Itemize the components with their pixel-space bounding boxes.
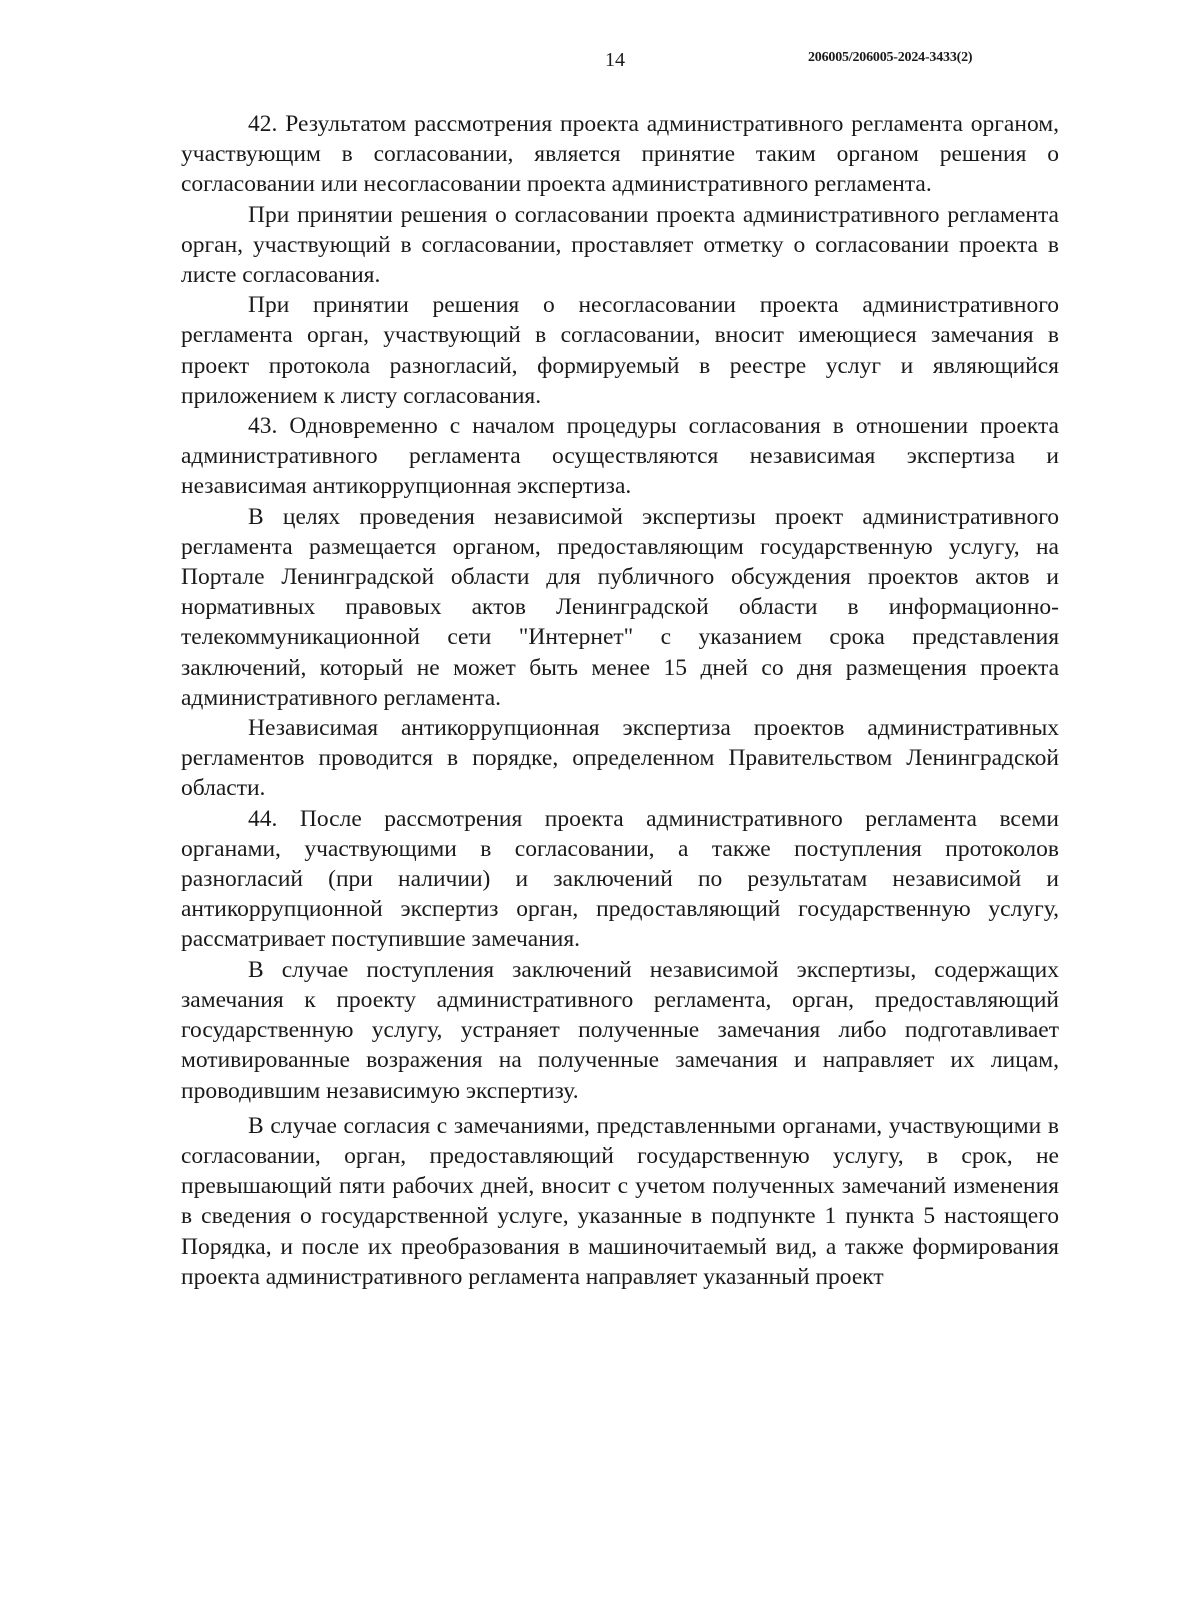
paragraph-43-expertise: 43. Одновременно с началом процедуры согласования в отношении проекта административного регламента осуществляются независимая экспертиза и независимая антикоррупционная экспертиза.	[181, 413, 1059, 500]
paragraph-44-review: 44. После рассмотрения проекта административного регламента всеми органами, участвующими в согласовании, а также поступления протоколов разногласий (при наличии) и заключений по результатам независимой и антикоррупционной экспертиз орган, предоставляющий государственную услугу, рассматривает поступившие замечания.	[181, 805, 1059, 953]
paragraph-agreement-with-remarks: В случае согласия с замечаниями, представленными органами, участвующими в согласовании, орган, предоставляющий государственную услугу, в срок, не превышающий пяти рабочих дней, вносит с учетом полученных замечаний изменения в сведения о государственной услуге, указанные в подпункте 1 пункта 5 настоящего Порядка, и после их преобразования в машиночитаемый вид, а также формирования проекта административного регламента направляет указанный проект	[181, 1112, 1059, 1290]
document-body	[181, 109, 1059, 1292]
paragraph-disagreement-protocol: При принятии решения о несогласовании проекта административного регламента орган, участвующий в согласовании, вносит имеющиеся замечания в проект протокола разногласий, формируемый в реестре услуг и являющийся приложением к листу согласования.	[181, 292, 1059, 409]
paragraph-anticorruption-expertise: Независимая антикоррупционная экспертиза проектов административных регламентов проводится в порядке, определенном Правительством Ленинградской области.	[181, 715, 1059, 802]
paragraph-independent-expertise-portal: В целях проведения независимой экспертизы проект административного регламента размещается органом, предоставляющим государственную услугу, на Портале Ленинградской области для публичного обсуждения проектов актов и нормативных правовых актов Ленинградской области в информационно-телекоммуникационной сети "Интернет" с указанием срока представления заключений, который не может быть менее 15 дней со дня размещения проекта административного регламента.	[181, 503, 1059, 711]
document-reference-number: 206005/206005-2024-3433(2)	[808, 50, 973, 65]
paragraph-42-result: 42. Результатом рассмотрения проекта административного регламента органом, участвующим в согласовании, является принятие таким органом решения о согласовании или несогласовании проекта административного регламента.	[181, 111, 1059, 198]
paragraph-approval-mark: При принятии решения о согласовании проекта административного регламента орган, участвующий в согласовании, проставляет отметку о согласовании проекта в листе согласования.	[181, 201, 1059, 289]
page-number: 14	[605, 49, 625, 71]
paragraph-expertise-remarks: В случае поступления заключений независимой экспертизы, содержащих замечания к проекту административного регламента, орган, предоставляющий государственную услугу, устраняет полученные замечания либо подготавливает мотивированные возражения на полученные замечания и направляет их лицам, проводившим независимую экспертизу.	[181, 956, 1059, 1104]
